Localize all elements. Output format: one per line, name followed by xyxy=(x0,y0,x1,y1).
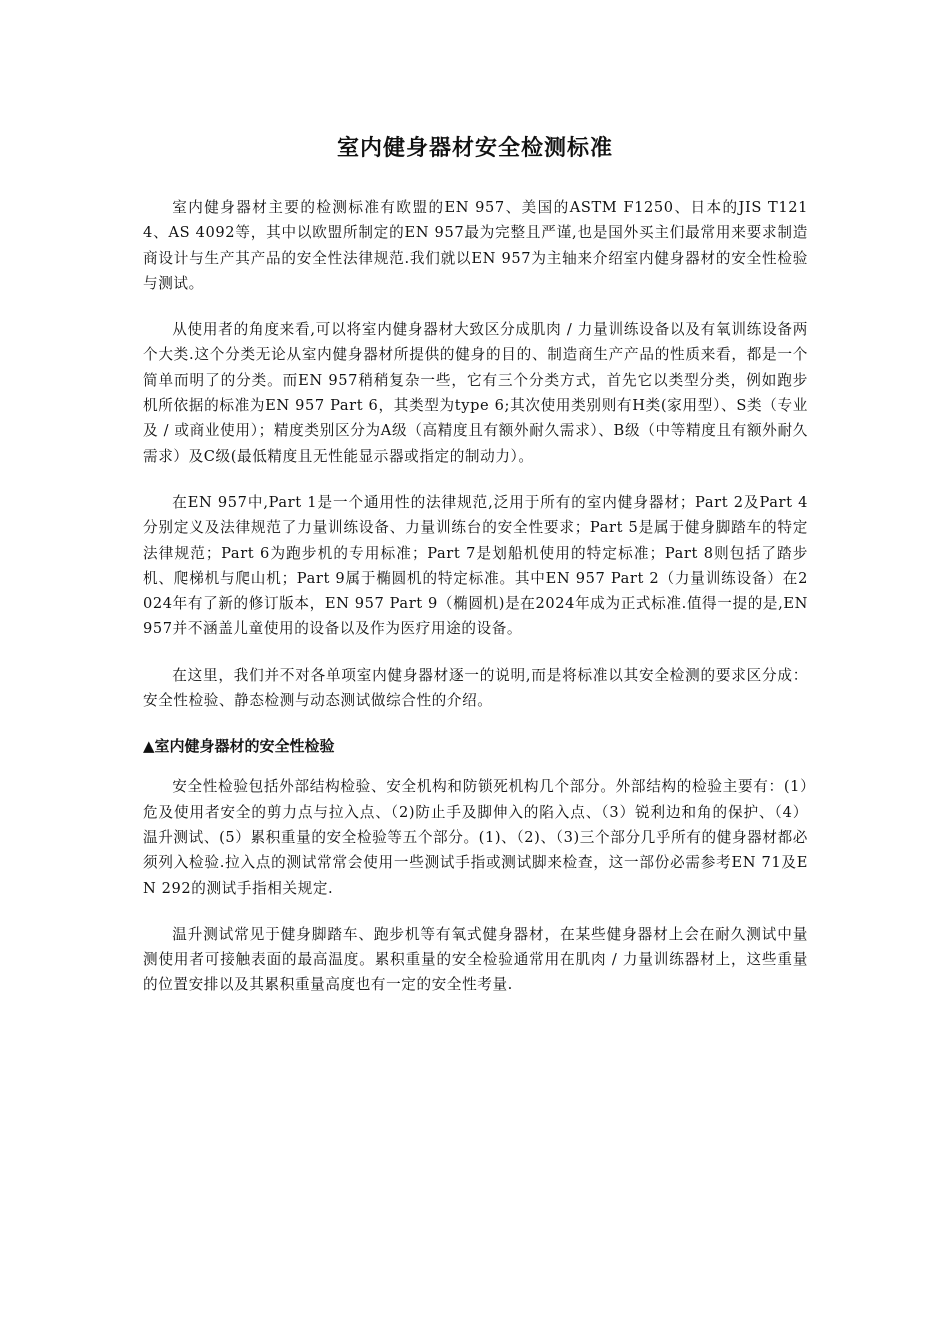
paragraph-safety-inspection: 安全性检验包括外部结构检验、安全机构和防锁死机构几个部分。外部结构的检验主要有：(1）危及使用者安全的剪力点与拉入点、（2)防止手及脚伸入的陷入点、（3）锐利边和角的保护、（4）温升测试、(5）累积重量的安全检验等五个部分。(1)、（2)、（3)三个部分几乎所有的健身器材都必须列入检验.拉入点的测试常常会使用一些测试手指或测试脚来检查，这一部份必需参考EN 71及EN 292的测试手指相关规定. xyxy=(143,778,808,897)
paragraph-standards-overview: 室内健身器材主要的检测标准有欧盟的EN 957、美国的ASTM F1250、日本的JIS T1214、AS 4092等，其中以欧盟所制定的EN 957最为完整且严谨,也是国外买主们最常用来要求制造商设计与生产其产品的安全性法律规范.我们就以EN 957为主轴来介绍室内健身器材的安全性检验与测试。 xyxy=(143,199,808,292)
paragraph-scope: 在这里，我们并不对各单项室内健身器材逐一的说明,而是将标准以其安全检测的要求区分成：安全性检验、静态检测与动态测试做综合性的介绍。 xyxy=(143,666,808,710)
paragraph-classification: 从使用者的角度来看,可以将室内健身器材大致区分成肌肉 / 力量训练设备以及有氧训练设备两个大类.这个分类无论从室内健身器材所提供的健身的目的、制造商生产产品的性质来看，都是一个简单而明了的分类。而EN 957稍稍复杂一些，它有三个分类方式，首先它以类型分类，例如跑步机所依据的标准为EN 957 Part 6，其类型为type 6;其次使用类别则有H类(家用型）、S类（专业及 / 或商业使用）；精度类别区分为A级（高精度且有额外耐久需求）、B级（中等精度且有额外耐久需求）及C级(最低精度且无性能显示器或指定的制动力）。 xyxy=(143,321,808,465)
document-body xyxy=(143,195,808,1019)
section-heading-safety-inspection: ▲室内健身器材的安全性检验 xyxy=(143,737,335,756)
paragraph-en957-parts: 在EN 957中,Part 1是一个通用性的法律规范,泛用于所有的室内健身器材；Part 2及Part 4分别定义及法律规范了力量训练设备、力量训练台的安全性要求；Part 5是属于健身脚踏车的特定法律规范；Part 6为跑步机的专用标准；Part 7是划船机使用的特定标准；Part 8则包括了踏步机、爬梯机与爬山机；Part 9属于椭圆机的特定标准。其中EN 957 Part 2（力量训练设备）在2024年有了新的修订版本，EN 957 Part 9（椭圆机)是在2024年成为正式标准.值得一提的是,EN 957并不涵盖儿童使用的设备以及作为医疗用途的设备。 xyxy=(143,493,808,638)
document-title: 室内健身器材安全检测标准 xyxy=(336,136,613,161)
paragraph-temperature-weight: 温升测试常见于健身脚踏车、跑步机等有氧式健身器材，在某些健身器材上会在耐久测试中量测使用者可接触表面的最高温度。累积重量的安全检验通常用在肌肉 / 力量训练器材上，这些重量的位置安排以及其累积重量高度也有一定的安全性考量. xyxy=(143,925,808,994)
